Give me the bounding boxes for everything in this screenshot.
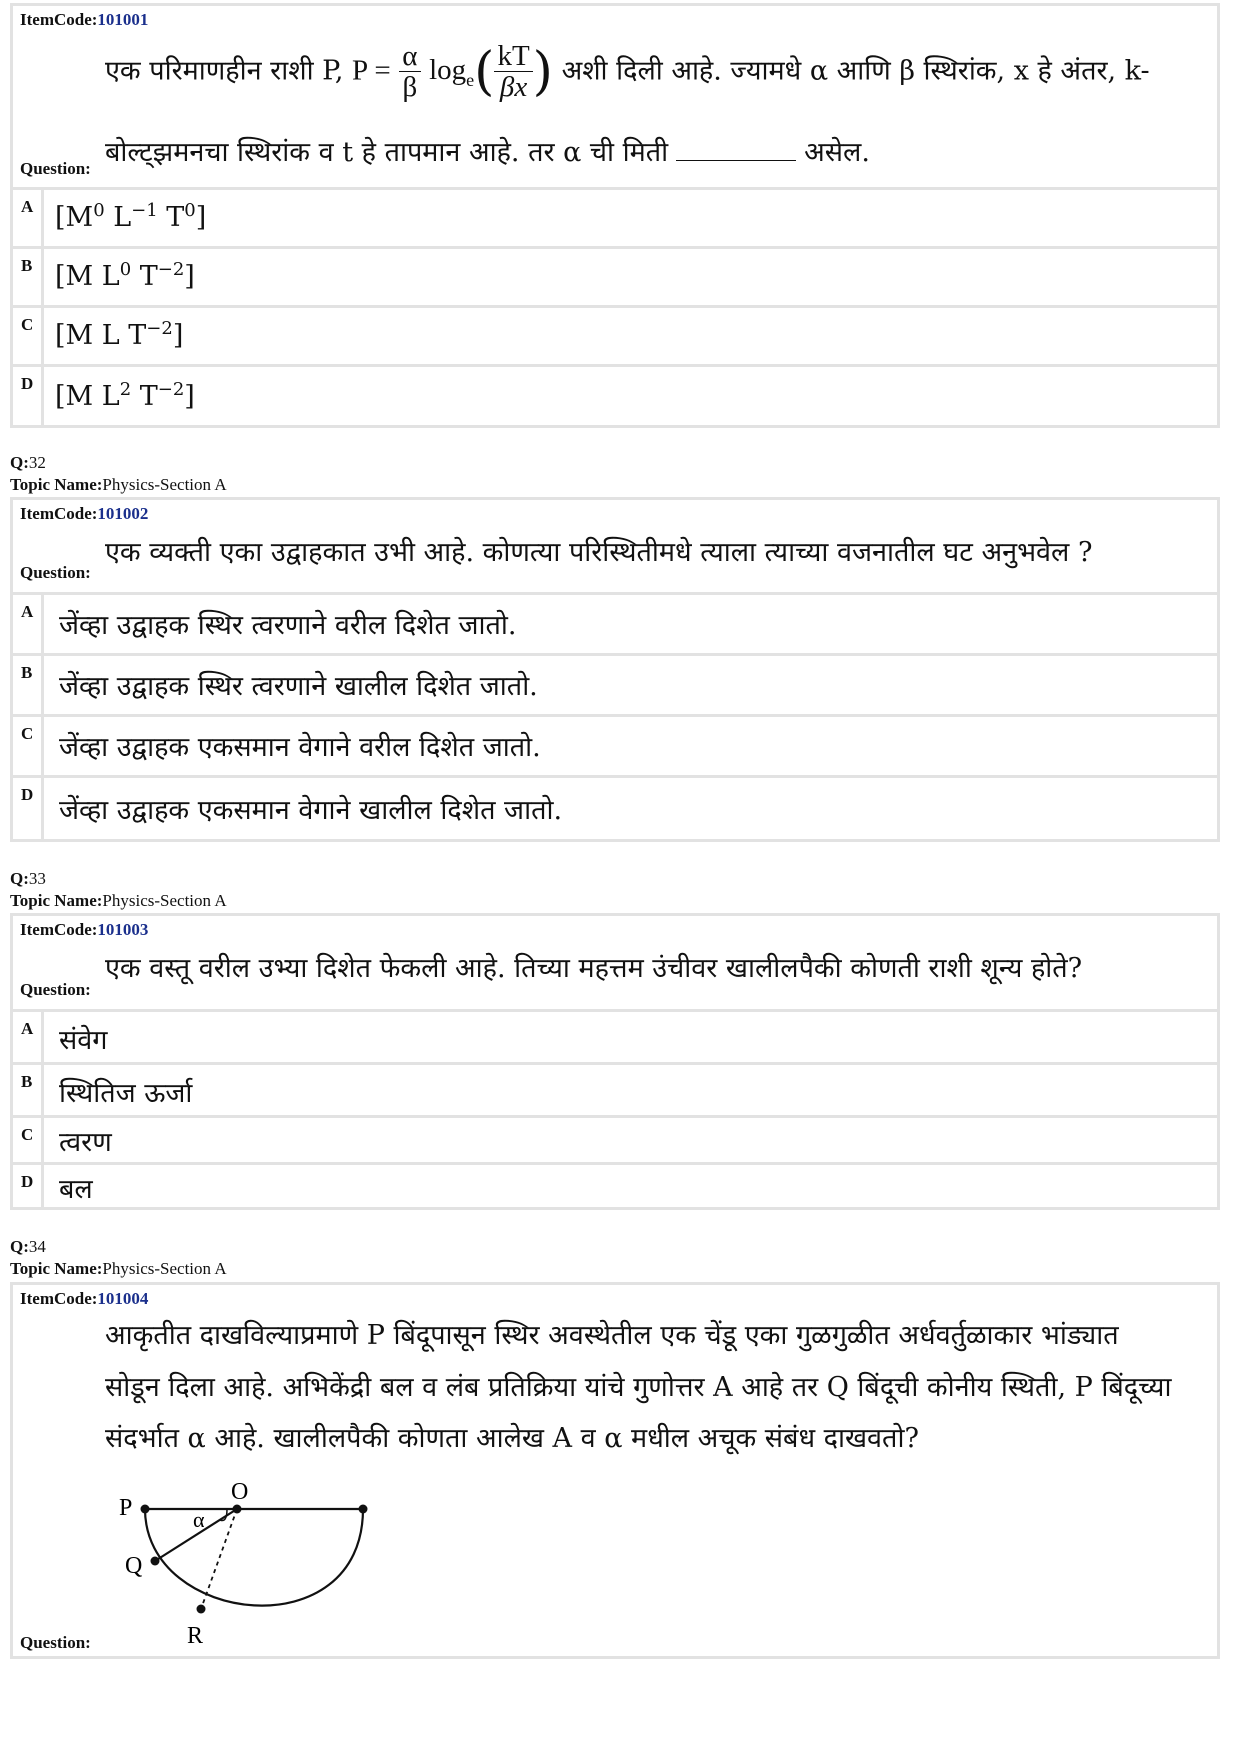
option-a[interactable]: A संवेग xyxy=(13,1009,1217,1062)
option-b[interactable]: B [M $L^0$ $T^{-2}$] xyxy=(13,246,1217,305)
option-d[interactable]: D जेंव्हा उद्वाहक एकसमान वेगाने खालील दिशेत जातो. xyxy=(13,775,1217,842)
answer-blank xyxy=(676,160,796,161)
item-code: ItemCode:101004 xyxy=(20,1289,149,1308)
label-p: P xyxy=(119,1495,133,1521)
question-text-line1: आकृतीत दाखविल्याप्रमाणे P बिंदूपासून स्थिर अवस्थेतील एक चेंडू एका गुळगुळीत अर्धवर्तुळाकार भांड्यात xyxy=(105,1320,1119,1351)
option-d[interactable]: D [M $L^2$ $T^{-2}$] xyxy=(13,364,1217,428)
question-label: Question: xyxy=(20,159,91,178)
question-header-q32: Q:32 Topic Name:Physics-Section A xyxy=(10,453,227,494)
label-o: O xyxy=(231,1479,249,1505)
question-text: एक वस्तू वरील उभ्या दिशेत फेकली आहे. तिच्या महत्तम उंचीवर खालीलपैकी कोणती राशी शून्य होते? xyxy=(105,953,1083,984)
option-b[interactable]: B जेंव्हा उद्वाहक स्थिर त्वरणाने खालील दिशेत जातो. xyxy=(13,653,1217,714)
label-alpha: α xyxy=(193,1507,205,1532)
question-header-q33: Q:33 Topic Name:Physics-Section A xyxy=(10,869,227,910)
item-code: ItemCode:101001 xyxy=(20,10,149,29)
question-block-q33 xyxy=(10,913,1220,1210)
question-block-q32 xyxy=(10,497,1220,842)
question-text-line1: एक परिमाणहीन राशी P, P = $\frac{\alpha}{\beta}$ $\log_e$( $\frac{kT}{\beta x}$ ) अशी दिली आहे. ज्यामधे α आणि β स्थिरांक, x हे अंतर, k- xyxy=(105,40,1150,104)
label-q: Q xyxy=(125,1553,143,1579)
question-label: Question: xyxy=(20,980,91,999)
question-block-q31 xyxy=(10,3,1220,428)
option-c[interactable]: C [M L $T^{-2}$] xyxy=(13,305,1217,364)
fraction-kt-betax: $\frac{kT}{\beta x}$ xyxy=(494,41,532,103)
option-a[interactable]: A [$M^0$ $L^{-1}$ $T^0$] xyxy=(13,187,1217,246)
fraction-alpha-beta: $\frac{\alpha}{\beta}$ xyxy=(399,41,420,103)
question-label: Question: xyxy=(20,563,91,582)
question-label: Question: xyxy=(20,1633,91,1652)
question-block-q34 xyxy=(10,1282,1220,1659)
question-text-line2: बोल्ट्झमनचा स्थिरांक व t हे तापमान आहे. तर α ची मिती असेल. xyxy=(105,137,870,168)
option-a[interactable]: A जेंव्हा उद्वाहक स्थिर त्वरणाने वरील दिशेत जातो. xyxy=(13,592,1217,653)
option-c[interactable]: C जेंव्हा उद्वाहक एकसमान वेगाने वरील दिशेत जातो. xyxy=(13,714,1217,775)
item-code: ItemCode:101002 xyxy=(20,504,149,523)
option-d[interactable]: D बल xyxy=(13,1162,1217,1210)
item-code: ItemCode:101003 xyxy=(20,920,149,939)
question-text-line3: संदर्भात α आहे. खालीलपैकी कोणता आलेख A व α मधील अचूक संबंध दाखवतो? xyxy=(105,1423,919,1454)
question-text: एक व्यक्ती एका उद्वाहकात उभी आहे. कोणत्या परिस्थितीमधे त्याला त्याच्या वजनातील घट अनुभवेल ? xyxy=(105,537,1093,568)
question-header-q34: Q:34 Topic Name:Physics-Section A xyxy=(10,1237,227,1278)
option-b[interactable]: B स्थितिज ऊर्जा xyxy=(13,1062,1217,1115)
label-r: R xyxy=(187,1623,204,1649)
question-text-line2: सोडून दिला आहे. अभिकेंद्री बल व लंब प्रतिक्रिया यांचे गुणोत्तर A आहे तर Q बिंदूची कोनीय स्थिती, P बिंदूच्या xyxy=(105,1372,1172,1403)
option-c[interactable]: C त्वरण xyxy=(13,1115,1217,1162)
hemispherical-bowl-diagram xyxy=(103,1475,403,1655)
